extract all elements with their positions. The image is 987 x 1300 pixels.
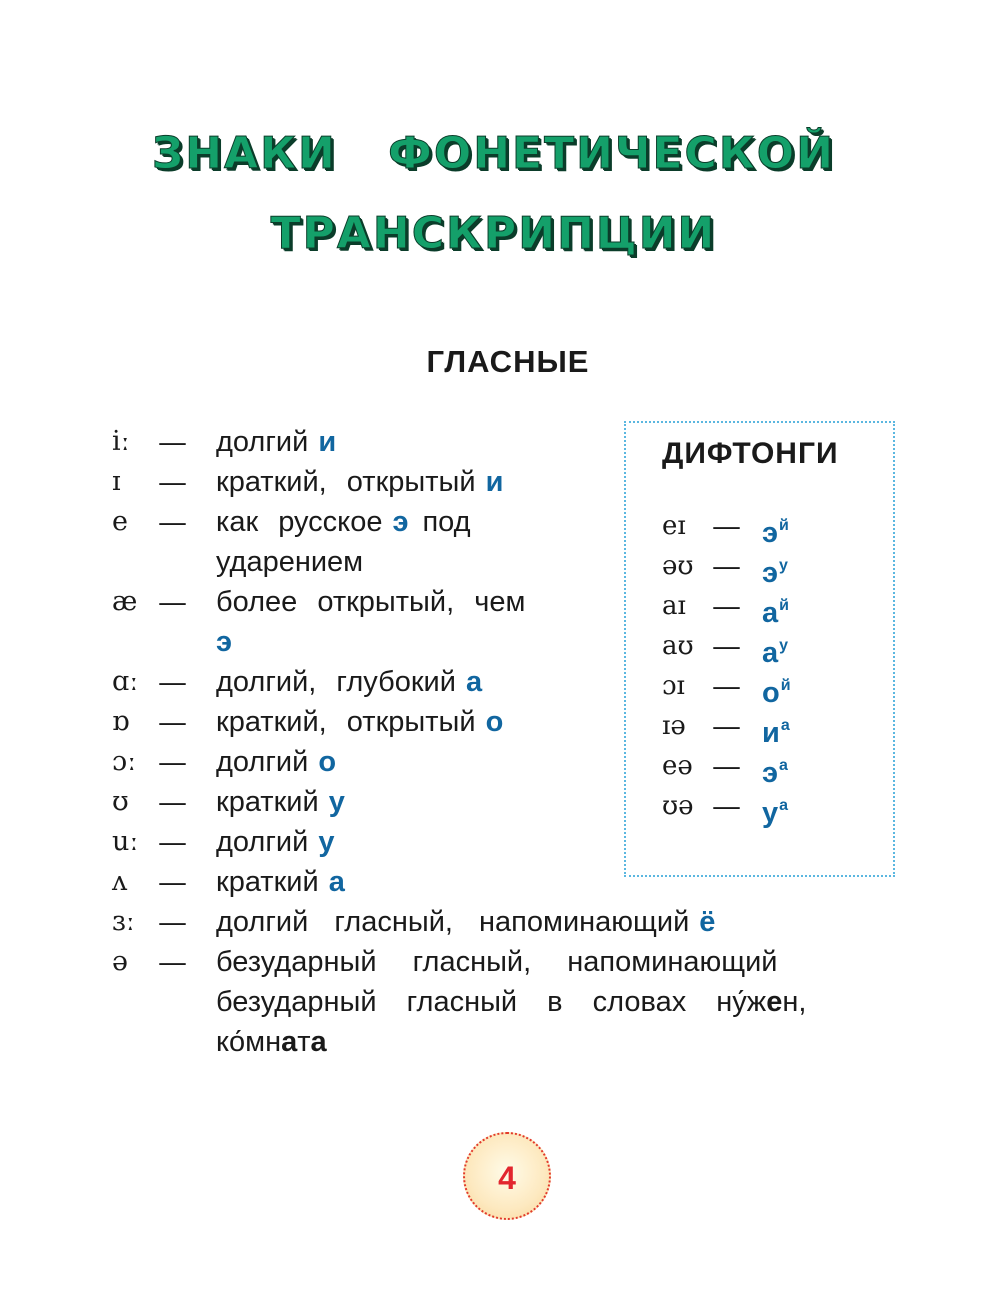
russian-letter: а: [465, 666, 483, 698]
russian-letter: о: [485, 706, 504, 738]
dash: —: [712, 709, 741, 743]
phonetic-symbol: ə: [112, 946, 128, 977]
phonetic-symbol: ɪə: [662, 711, 686, 741]
dash: —: [712, 749, 741, 783]
vowel-description: более открытый, чем: [216, 586, 526, 618]
russian-letter: у: [318, 826, 335, 858]
page-title-line-2: ТРАНСКРИПЦИИ: [270, 208, 717, 259]
vowel-description: долгий и: [216, 426, 337, 458]
page-number: 4: [498, 1160, 516, 1196]
dash: —: [158, 905, 187, 939]
russian-approximation: $у^а$: [762, 797, 789, 829]
vowel-description: долгий гласный, напоминающий ё: [216, 906, 716, 938]
phonetic-symbol: aʊ: [662, 631, 694, 661]
dash: —: [158, 825, 187, 859]
vowel-description: как русское э под: [216, 506, 471, 538]
dash: —: [158, 505, 187, 539]
dash: —: [712, 549, 741, 583]
russian-approximation: $а^й$: [762, 597, 789, 629]
vowels-heading: ГЛАСНЫЕ: [426, 344, 590, 379]
dash: —: [158, 865, 187, 899]
russian-letter: о: [318, 746, 337, 778]
vowel-row: [0, 902, 987, 942]
vowel-description: краткий, открытый о: [216, 706, 504, 738]
russian-approximation: $э^й$: [762, 517, 789, 549]
diphthongs-box: [624, 421, 895, 877]
vowel-description-continuation: ударением: [216, 546, 364, 578]
vowel-row: [0, 942, 987, 982]
russian-letter: и: [318, 426, 337, 458]
phonetic-symbol: ɪ: [112, 466, 121, 497]
vowel-description: краткий у: [216, 786, 345, 818]
diphthongs-heading: ДИФТОНГИ: [662, 437, 839, 470]
dash: —: [158, 425, 187, 459]
dash: —: [158, 465, 187, 499]
phonetic-symbol: ʊ: [112, 786, 129, 817]
dash: —: [712, 629, 741, 663]
russian-letter: э: [392, 506, 409, 538]
vowel-description: безударный гласный, напоминающий: [216, 946, 778, 978]
russian-letter: у: [328, 786, 345, 818]
phonetic-symbol: ʊə: [662, 791, 694, 821]
phonetic-symbol: ɒ: [112, 706, 130, 737]
vowel-description: краткий, открытый и: [216, 466, 504, 498]
dash: —: [158, 945, 187, 979]
page-number-badge: [463, 1132, 551, 1220]
russian-approximation: $о^й$: [762, 677, 791, 709]
dash: —: [712, 589, 741, 623]
dash: —: [712, 669, 741, 703]
russian-approximation: $э^а$: [762, 757, 788, 789]
russian-approximation: $а^у$: [762, 637, 789, 669]
dash: —: [158, 665, 187, 699]
phonetic-symbol: ɑː: [112, 666, 139, 697]
vowel-description: краткий а: [216, 866, 345, 898]
vowel-row-continuation: [0, 982, 987, 1022]
vowel-description-continuation: безударный гласный в словах ну́жен,: [216, 986, 807, 1018]
phonetic-symbol: ɔɪ: [662, 671, 685, 701]
dash: —: [158, 705, 187, 739]
dash: —: [712, 789, 741, 823]
phonetic-symbol: iː: [112, 426, 130, 457]
russian-letter: э: [216, 626, 233, 658]
russian-approximation: $и^а$: [762, 717, 790, 749]
russian-letter: а: [328, 866, 345, 898]
russian-letter: и: [485, 466, 504, 498]
vowel-description: долгий о: [216, 746, 337, 778]
vowel-description: долгий у: [216, 826, 335, 858]
phonetic-symbol: uː: [112, 826, 139, 857]
russian-approximation: $э^у$: [762, 557, 788, 589]
vowel-description: долгий, глубокий а: [216, 666, 483, 698]
dash: —: [158, 585, 187, 619]
phonetic-symbol: eə: [662, 751, 693, 781]
vowel-description-continuation: ко́мната: [216, 1026, 327, 1058]
phonetic-symbol: ɜː: [112, 906, 135, 937]
phonetic-symbol: ʌ: [112, 866, 128, 897]
russian-letter: ё: [699, 906, 716, 938]
phonetic-symbol: eɪ: [662, 511, 686, 541]
dash: —: [158, 745, 187, 779]
page-title-line-1: ЗНАКИ ФОНЕТИЧЕСКОЙ: [151, 128, 836, 179]
vowel-row-continuation: [0, 1022, 987, 1062]
dash: —: [712, 509, 741, 543]
phonetic-symbol: ɔː: [112, 746, 137, 777]
phonetic-symbol: e: [112, 506, 128, 537]
phonetic-symbol: aɪ: [662, 591, 686, 621]
dash: —: [158, 785, 187, 819]
phonetic-symbol: æ: [112, 586, 138, 617]
phonetic-symbol: əʊ: [662, 551, 694, 581]
